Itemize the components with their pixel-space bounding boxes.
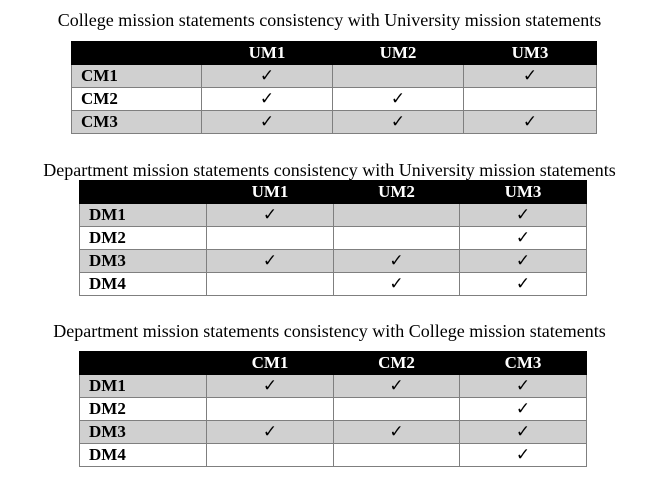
- row-label: DM3: [80, 250, 207, 273]
- column-header-cm2: CM2: [334, 352, 460, 375]
- header-corner-cell: [80, 352, 207, 375]
- table-row: [72, 88, 597, 111]
- check-cell: [207, 227, 334, 250]
- check-cell: ✓: [464, 65, 597, 88]
- check-cell: ✓: [202, 65, 333, 88]
- section-2-title: Department mission statements consistency with University mission statements: [43, 160, 616, 180]
- check-cell: [334, 204, 460, 227]
- check-cell: ✓: [202, 111, 333, 134]
- table-header-row: [80, 181, 587, 204]
- column-header-cm1: CM1: [207, 352, 334, 375]
- column-header-um3: UM3: [464, 42, 597, 65]
- check-cell: [464, 88, 597, 111]
- department-vs-university-table: [79, 180, 587, 296]
- table-row: [72, 65, 597, 88]
- check-cell: ✓: [460, 421, 587, 444]
- column-header-cm3: CM3: [460, 352, 587, 375]
- row-label: DM2: [80, 227, 207, 250]
- header-corner-cell: [72, 42, 202, 65]
- row-label: DM4: [80, 444, 207, 467]
- row-label: DM4: [80, 273, 207, 296]
- check-cell: [334, 444, 460, 467]
- check-cell: ✓: [460, 204, 587, 227]
- row-label: CM2: [72, 88, 202, 111]
- table-row: [80, 421, 587, 444]
- check-cell: ✓: [460, 375, 587, 398]
- row-label: CM1: [72, 65, 202, 88]
- check-cell: ✓: [207, 204, 334, 227]
- header-corner-cell: [80, 181, 207, 204]
- check-cell: ✓: [464, 111, 597, 134]
- check-cell: ✓: [202, 88, 333, 111]
- check-cell: ✓: [207, 250, 334, 273]
- column-header-um2: UM2: [333, 42, 464, 65]
- column-header-um1: UM1: [202, 42, 333, 65]
- section-1-title: College mission statements consistency with University mission statements: [57, 10, 602, 30]
- check-cell: [207, 398, 334, 421]
- row-label: DM1: [80, 204, 207, 227]
- check-cell: [334, 227, 460, 250]
- column-header-um3: UM3: [460, 181, 587, 204]
- check-cell: ✓: [334, 250, 460, 273]
- check-cell: ✓: [334, 421, 460, 444]
- check-cell: ✓: [207, 375, 334, 398]
- table-row: [80, 444, 587, 467]
- table-row: [80, 204, 587, 227]
- table-header-row: [72, 42, 597, 65]
- college-vs-university-table: [71, 41, 597, 134]
- row-label: DM1: [80, 375, 207, 398]
- table-row: [80, 273, 587, 296]
- check-cell: [207, 273, 334, 296]
- row-label: DM3: [80, 421, 207, 444]
- column-header-um2: UM2: [334, 181, 460, 204]
- row-label: DM2: [80, 398, 207, 421]
- check-cell: [334, 398, 460, 421]
- check-cell: ✓: [334, 273, 460, 296]
- table-row: [80, 227, 587, 250]
- check-cell: [333, 65, 464, 88]
- check-cell: ✓: [460, 273, 587, 296]
- table-row: [80, 398, 587, 421]
- table-row: [72, 111, 597, 134]
- row-label: CM3: [72, 111, 202, 134]
- table-row: [80, 250, 587, 273]
- check-cell: ✓: [334, 375, 460, 398]
- check-cell: ✓: [460, 398, 587, 421]
- check-cell: [207, 444, 334, 467]
- check-cell: ✓: [333, 88, 464, 111]
- check-cell: ✓: [460, 444, 587, 467]
- table-row: [80, 375, 587, 398]
- check-cell: ✓: [460, 227, 587, 250]
- check-cell: ✓: [460, 250, 587, 273]
- department-vs-college-table: [79, 351, 587, 467]
- section-3-title: Department mission statements consistency with College mission statements: [53, 321, 606, 341]
- check-cell: ✓: [333, 111, 464, 134]
- column-header-um1: UM1: [207, 181, 334, 204]
- table-header-row: [80, 352, 587, 375]
- check-cell: ✓: [207, 421, 334, 444]
